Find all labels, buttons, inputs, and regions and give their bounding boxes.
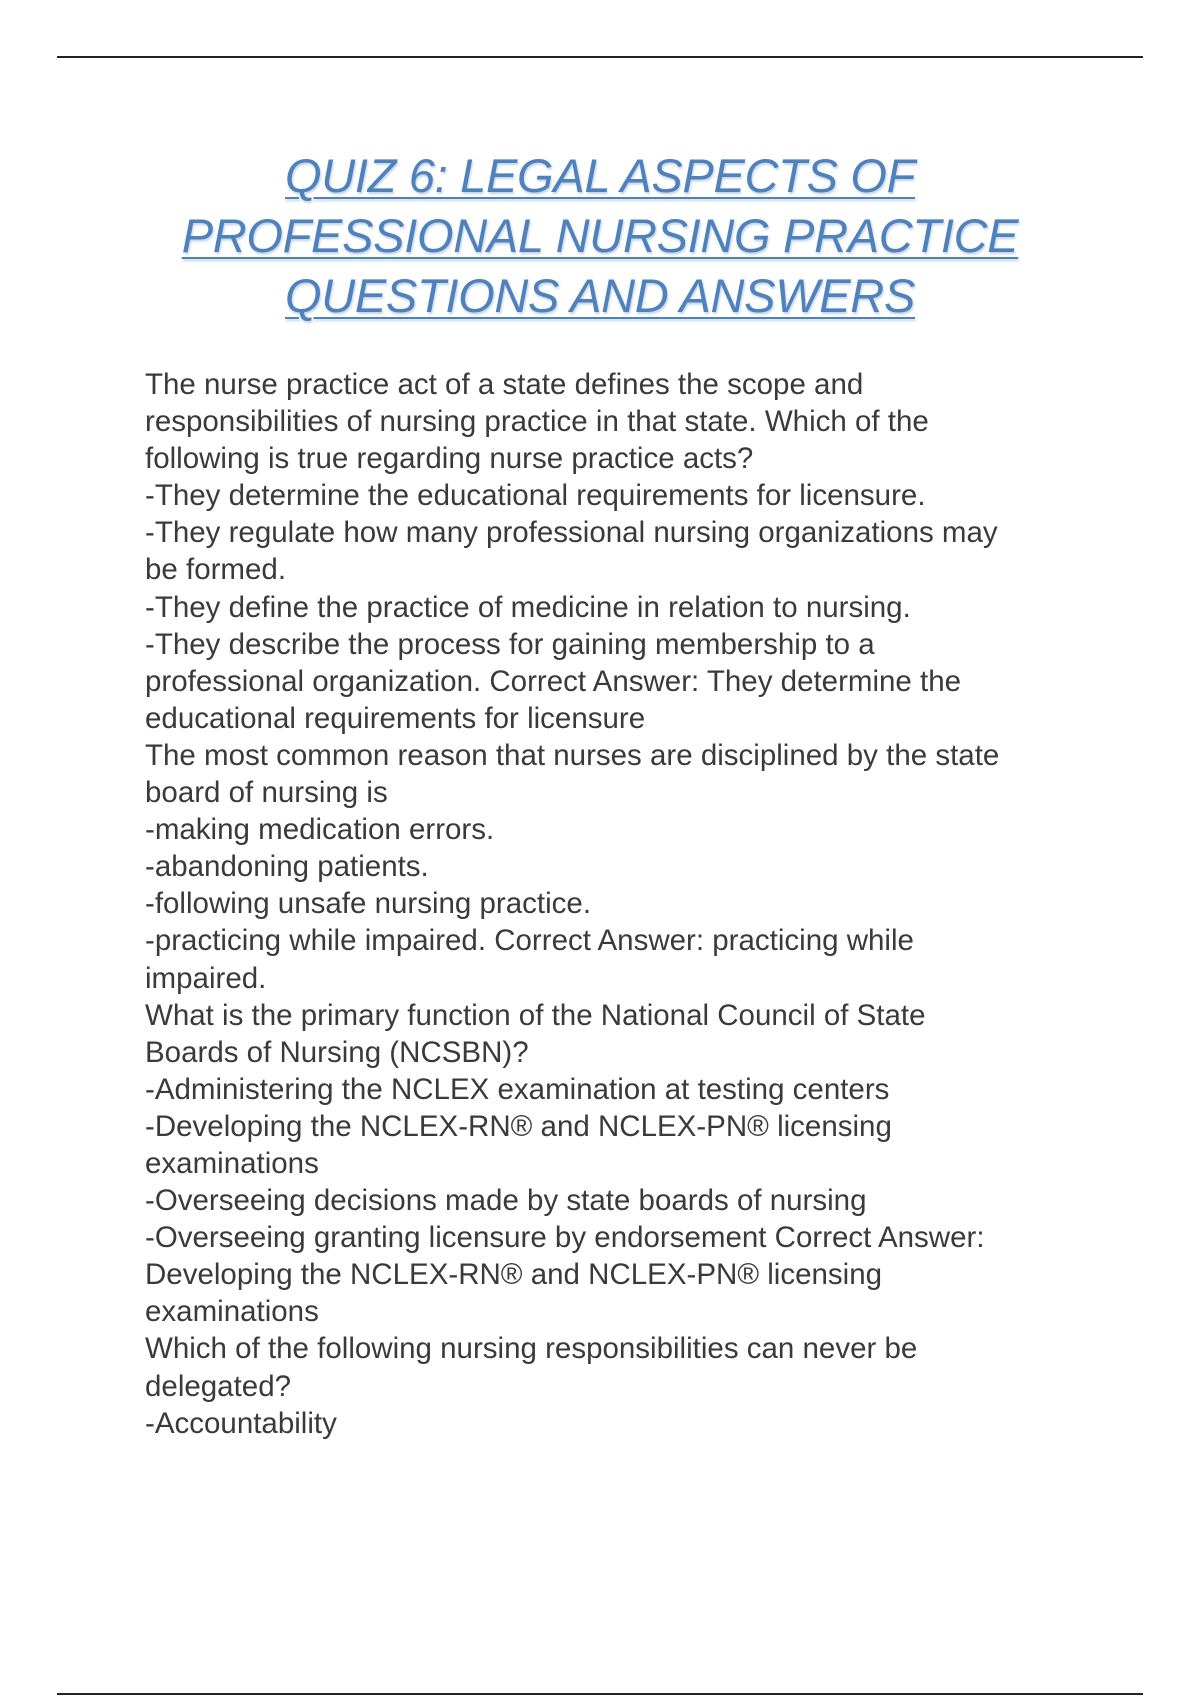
title-line: PROFESSIONAL NURSING PRACTICE xyxy=(181,209,1019,262)
body-line: professional organization. Correct Answer: They determine the xyxy=(145,664,962,698)
body-line: -Developing the NCLEX-RN® and NCLEX-PN® licensing xyxy=(145,1109,892,1143)
title-line: QUIZ 6: LEGAL ASPECTS OF xyxy=(284,149,916,202)
body-line: Boards of Nursing (NCSBN)? xyxy=(145,1035,529,1069)
body-line: impaired. xyxy=(145,961,267,995)
body-line: The nurse practice act of a state defines the scope and xyxy=(145,368,864,401)
footer-rule xyxy=(57,1693,1143,1695)
body-line: -They regulate how many professional nursing organizations may xyxy=(145,516,998,550)
body-line: educational requirements for licensure xyxy=(145,701,646,735)
body-line: delegated? xyxy=(145,1369,292,1403)
document-title xyxy=(100,146,1100,326)
body-line: -They determine the educational requirements for licensure. xyxy=(145,479,926,513)
body-line: -Overseeing granting licensure by endorsement Correct Answer: xyxy=(145,1221,985,1255)
header-rule xyxy=(57,56,1143,58)
body-line: Developing the NCLEX-RN® and NCLEX-PN® licensing xyxy=(145,1258,883,1292)
body-line: be formed. xyxy=(145,553,287,587)
body-line: What is the primary function of the National Council of State xyxy=(145,998,926,1032)
body-line: -Accountability xyxy=(145,1406,337,1440)
body-line: examinations xyxy=(145,1295,319,1329)
body-line: -They define the practice of medicine in relation to nursing. xyxy=(145,590,911,624)
body-line: -abandoning patients. xyxy=(145,850,429,884)
body-line: -Administering the NCLEX examination at testing centers xyxy=(145,1072,890,1106)
title-line: QUESTIONS AND ANSWERS xyxy=(284,269,915,322)
document-body xyxy=(145,366,1095,1442)
body-line: -They describe the process for gaining membership to a xyxy=(145,627,875,661)
body-line: -Overseeing decisions made by state boards of nursing xyxy=(145,1184,867,1218)
body-line: The most common reason that nurses are disciplined by the state xyxy=(145,738,1000,772)
body-line: examinations xyxy=(145,1146,319,1180)
body-line: -practicing while impaired. Correct Answer: practicing while xyxy=(145,924,914,958)
body-line: board of nursing is xyxy=(145,776,388,810)
body-line: following is true regarding nurse practice acts? xyxy=(145,442,754,476)
body-line: Which of the following nursing responsibilities can never be xyxy=(145,1332,918,1366)
body-line: -making medication errors. xyxy=(145,813,495,847)
body-line: -following unsafe nursing practice. xyxy=(145,887,592,921)
body-line: responsibilities of nursing practice in that state. Which of the xyxy=(145,405,929,439)
